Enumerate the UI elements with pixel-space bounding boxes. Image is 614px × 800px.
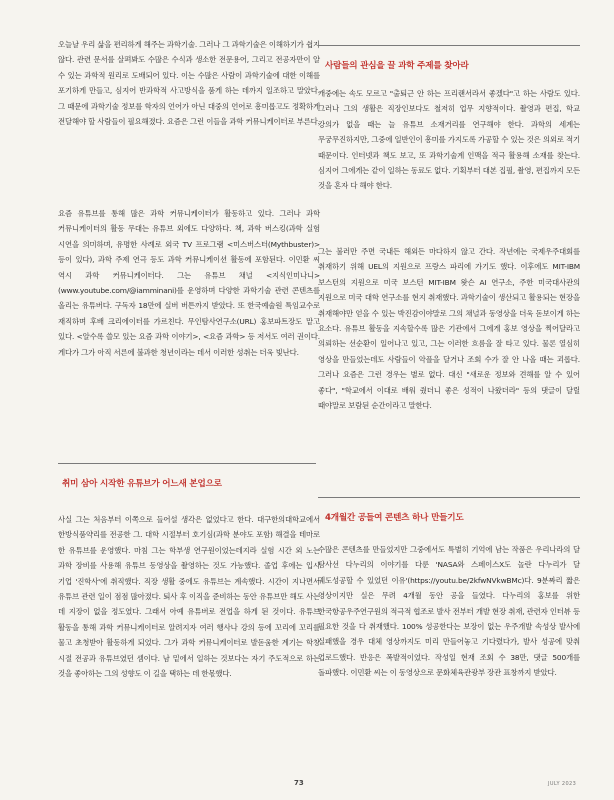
right-paragraph-routine: 개중에는 속도 모르고 "출퇴근 안 하는 프리랜서라서 좋겠다"고 하는 사람도 있다. 그러나 그의 생활은 직장인보다도 철저히 업무 지향적이다. 촬영과 편집, 학교 강의가 없을 때는 늘 유튜브 소재거리를 연구해야 한다. 과학의 세계는 무궁무진하지만, 그중에 일반인이 흥미를 가지도록 가공할 수 있는 것은 의외로 적기 때문이다. 인터넷과 책도 보고, 또 과학기술계 인맥을 적극 활용해 소재를 찾는다. 심지어 그에게는 같이 일하는 동료도 없다. 기획부터 대본 집필, 촬영, 편집까지 모든 것을 혼자 다 해야 한다. xyxy=(318,89,580,191)
right-paragraph-fieldwork: 그는 불러만 주면 국내든 해외든 마다하지 않고 간다. 작년에는 국제우주대회를 취재하기 위해 UEL의 지원으로 프랑스 파리에 가기도 했다. 이후에도 MIT-IBM 보스턴의 지원으로 미국 보스턴 MIT-IBM 왓슨 AI 연구소, 주한 미국대사관의 지원으로 미국 대학 연구소를 현지 취재했다. 과학기술이 생산되고 활용되는 현장을 취재해야만 얻을 수 있는 박진감이야말로 그의 채널과 동영상을 더욱 돋보이게 하는 요소다. 유튜브 활동을 지속할수록 많은 기관에서 그에게 홍보 영상을 찍어달라고 의뢰하는 선순환이 일어나고 있고, 그는 이러한 흐름을 잘 타고 있다. 물론 열심히 영상을 만들었는데도 사람들이 악플을 달거나 조회 수가 잘 안 나올 때는 괴롭다. 그러나 요즘은 그런 경우는 별로 없다. 대신 "새로운 정보와 견해를 알 수 있어 좋다", "학교에서 이대로 배워 줬더니 좋은 성적이 나왔더라" 등의 댓글이 달릴 때야말로 보람된 순간이라고 말한다. xyxy=(318,247,580,411)
right-section-heading-2: 4개월간 공들여 콘텐츠 하나 만들기도 xyxy=(325,513,464,523)
left-paragraph-career: 사실 그는 처음부터 이쪽으로 들어설 생각은 없었다고 한다. 대구한의대학교에서 한방식품약리를 전공한 그. 대학 시절부터 호기심(과학 분야도 포함) 해결을 테마로 한 유튜브를 운영했다. 마침 그는 학부생 연구원이었는데지라 실험 시간 외 노는 과학 장비를 사용해 유튜브 동영상을 촬영하는 것도 가능했다. 졸업 후에는 입시 기업 '진학사'에 취직했다. 직장 생활 중에도 유튜브는 계속했다. 시간이 지나면서 유튜브 관련 일이 점점 많아졌다. 퇴사 후 이직을 준비하는 동안 유튜브만 해도 사는 데 지장이 없을 정도였다. 그래서 아예 유튜버로 전업을 하게 된 것이다. 유튜브 활동을 통해 과학 커뮤니케이터로 알려지자 여러 행사나 강의 등에 꼬리에 꼬리를 물고 초청받아 활동하게 되었다. 그가 과학 커뮤니케이터로 발돋움한 계기는 학창 시절 전공과 유튜브였던 셈이다. 남 밑에서 일하는 것보다는 자기 주도적으로 하는 것을 좋아하는 그의 성향도 이 길을 택하는 데 한몫했다. xyxy=(58,515,320,679)
right-paragraph-danuri: 수많은 콘텐츠를 만들었지만 그중에서도 특별히 기억에 남는 작품은 우리나라의 달 탐사선 다누리의 이야기를 다룬 'NASA와 스페이스X도 놀란 다누리가 달 궤도성공할 수 있었던 이유'(https://youtu.be/2kfwNVkwBMc)다. 9분짜리 짧은 영상이지만 실은 무려 4개월 동안 공을 들였다. 다누리의 홍보를 위한 한국항공우주연구원의 적극적 협조로 발사 전부터 개발 현장 취재, 관련자 인터뷰 등 필요한 것을 다 취재했다. 100% 성공한다는 보장이 없는 우주개발 속성상 발사에 실패했을 경우 대체 영상까지도 미리 만들어놓고 기다렸다가, 발사 성공에 맞춰 업로드했다. 반응은 폭발적이었다. 작성일 현재 조회 수 38만, 댓글 500개를 돌파했다. 이민환 씨는 이 동영상으로 문화체육관광부 장관 표창까지 받았다. xyxy=(318,545,580,678)
left-section-heading: 취미 삼아 시작한 유튜브가 어느새 본업으로 xyxy=(62,479,222,489)
issue-date: JULY 2023 xyxy=(548,781,577,787)
right-section-divider-1 xyxy=(318,45,580,46)
right-section-heading-1: 사람들의 관심을 끌 과학 주제를 찾아라 xyxy=(325,61,469,71)
page-number: 73 xyxy=(294,779,304,787)
left-section-divider xyxy=(58,463,316,464)
right-section-divider-2 xyxy=(318,497,580,498)
left-paragraph-youtube: 요즘 유튜브를 통해 많은 과학 커뮤니케이터가 활동하고 있다. 그러나 과학 커뮤니케이터의 활동 무대는 유튜브 외에도 다양하다. 책, 과학 버스킹(과학 실험 시연을 의미하며, 유명한 사례로 외국 TV 프로그램 <미스버스터(Mythbuster)> 등이 있다), 과학 주제 연극 등도 과학 커뮤니케이션 활동에 포함된다. 이민환 씨 역시 과학 커뮤니케이터다. 그는 유튜브 채널 <지식인미나니>(www.youtube.com/@iamminani)를 운영하며 다양한 과학기술 관련 콘텐츠를 올리는 유튜버다. 구독자 18만에 실버 버튼까지 받았다. 또 한국예술원 특임교수로 재직하며 후배 크리에이터를 가르친다. 무인탐사연구소(URL) 홍보파트장도 맡고 있다. <알수록 쓸모 있는 요즘 과학 이야기>, <요즘 과학> 등 저서도 여러 권이다. 게다가 그가 아직 서른에 불과한 청년이라는 데서 이러한 성취는 더욱 빛난다. xyxy=(58,209,320,357)
left-paragraph-intro: 오늘날 우리 삶을 편리하게 해주는 과학기술. 그러나 그 과학기술은 이해하기가 쉽지 않다. 관련 문서를 살펴봐도 수많은 수식과 생소한 전문용어, 그리고 전공자만이 알 수 있는 과학적 원리로 도배되어 있다. 이는 수많은 사람이 과학기술에 대한 이해를 포기하게 만들고, 심지어 반과학적 사고방식을 품게 하는 데까지 일조하고 말았다. 그 때문에 과학기술 정보를 학자의 언어가 아닌 대중의 언어로 흥미롭고도 정확하게 전달해야 할 사람들이 필요해졌다. 요즘은 그런 이들을 과학 커뮤니케이터로 부른다. xyxy=(58,40,320,127)
